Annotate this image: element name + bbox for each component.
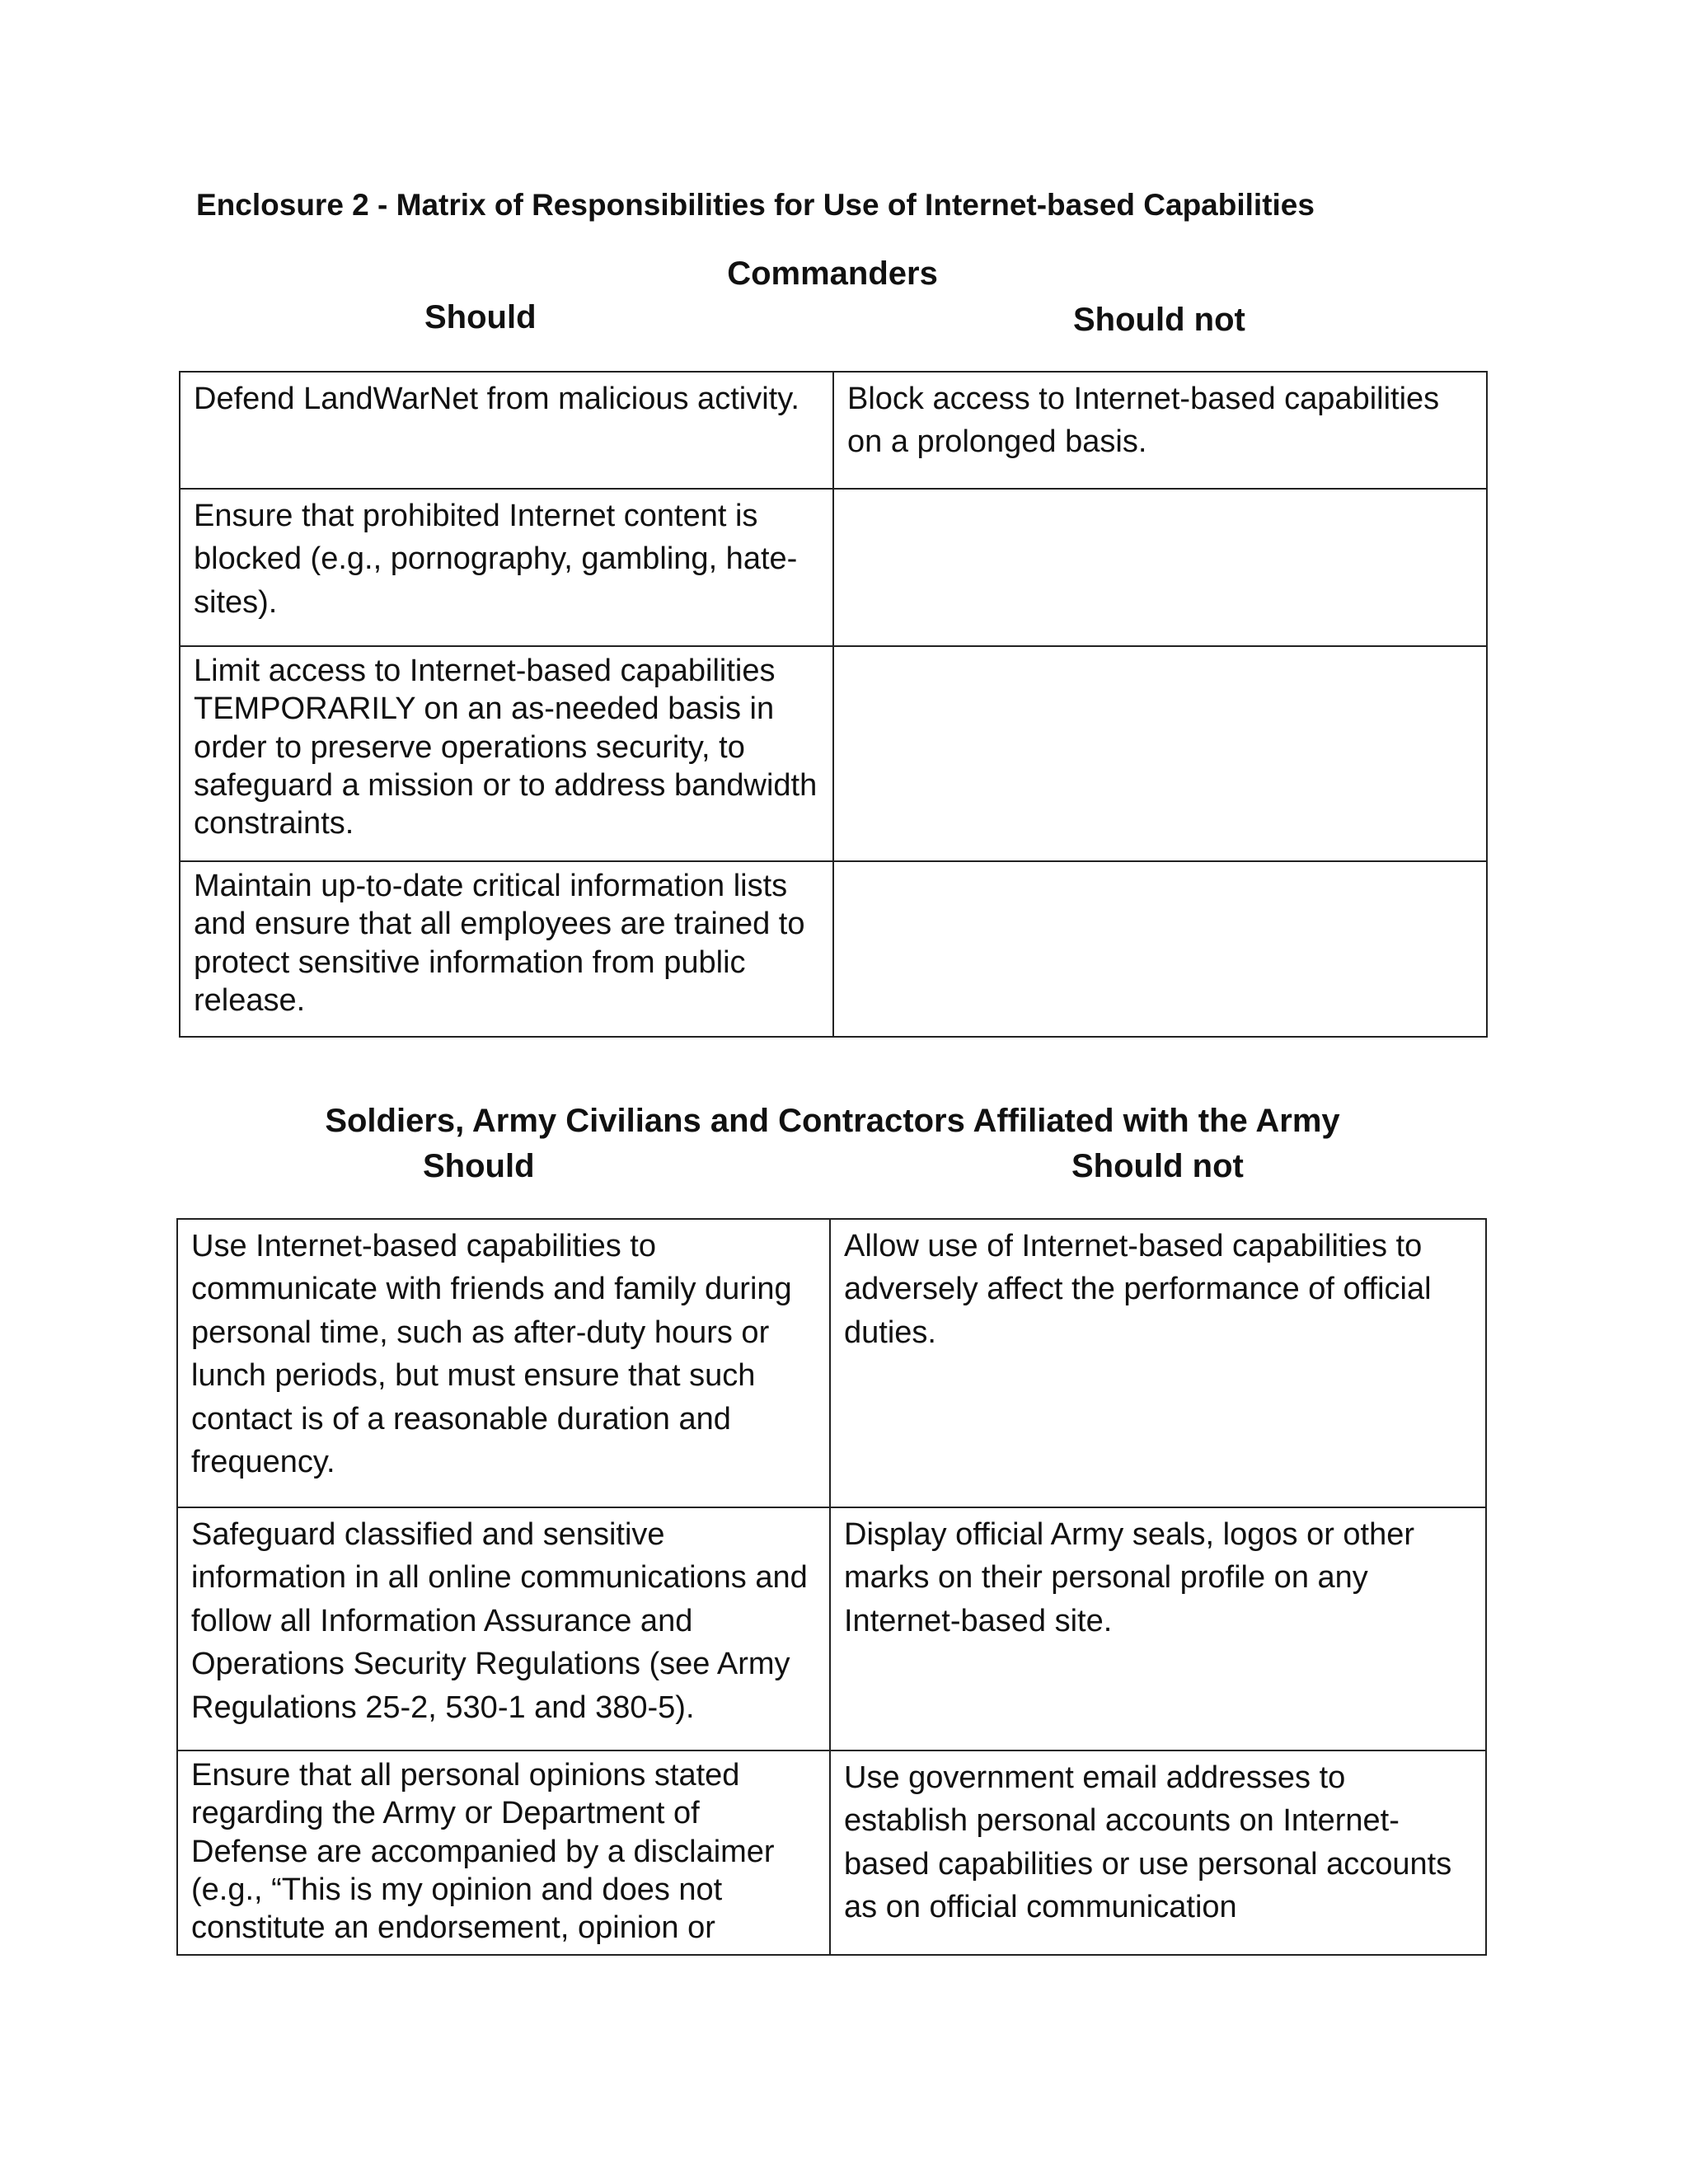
should-cell: Ensure that all personal opinions stated regarding the Army or Department of Defense are accompanied by a disclaimer (e.g., “This is my opinion and does not constitute an endorsement, opinion or: [177, 1750, 830, 1955]
should-not-header-soldiers: Should not: [1071, 1148, 1244, 1184]
should-cell: Maintain up-to-date critical information lists and ensure that all employees are trained to protect sensitive information from public release.: [180, 861, 833, 1037]
should-not-cell: [833, 489, 1487, 646]
table-row: [177, 1507, 1486, 1750]
should-not-cell: [833, 861, 1487, 1037]
table-row: [177, 1750, 1486, 1955]
commanders-matrix-table: [179, 371, 1488, 1038]
should-cell: Use Internet-based capabilities to communicate with friends and family during personal time, such as after-duty hours or lunch periods, but must ensure that such contact is of a reasonable duration and frequency.: [177, 1219, 830, 1507]
should-cell: Defend LandWarNet from malicious activity.: [180, 372, 833, 489]
section-title-soldiers: Soldiers, Army Civilians and Contractors Affiliated with the Army: [325, 1103, 1340, 1139]
should-not-cell: Display official Army seals, logos or other marks on their personal profile on any Internet-based site.: [830, 1507, 1486, 1750]
should-not-header-commanders: Should not: [1073, 302, 1245, 338]
should-not-cell: [833, 646, 1487, 861]
table-row: [180, 489, 1487, 646]
should-not-cell: Use government email addresses to establish personal accounts on Internet-based capabilities or use personal accounts as on official communication: [830, 1750, 1486, 1955]
should-header-commanders: Should: [424, 299, 537, 335]
table-row: [180, 372, 1487, 489]
should-cell: Safeguard classified and sensitive information in all online communications and follow all Information Assurance and Operations Security Regulations (see Army Regulations 25-2, 530-1 and 380-5).: [177, 1507, 830, 1750]
should-cell: Limit access to Internet-based capabilities TEMPORARILY on an as-needed basis in order to preserve operations security, to safeguard a mission or to address bandwidth constraints.: [180, 646, 833, 861]
should-not-cell: Block access to Internet-based capabilities on a prolonged basis.: [833, 372, 1487, 489]
table-row: [177, 1219, 1486, 1507]
should-header-soldiers: Should: [423, 1148, 535, 1184]
section-title-commanders: Commanders: [727, 255, 938, 292]
should-not-cell: Allow use of Internet-based capabilities to adversely affect the performance of official duties.: [830, 1219, 1486, 1507]
should-cell: Ensure that prohibited Internet content is blocked (e.g., pornography, gambling, hate-sites).: [180, 489, 833, 646]
table-row: [180, 861, 1487, 1037]
document-title: Enclosure 2 - Matrix of Responsibilities for Use of Internet-based Capabilities: [196, 188, 1315, 222]
table-row: [180, 646, 1487, 861]
soldiers-matrix-table: [176, 1218, 1487, 1956]
